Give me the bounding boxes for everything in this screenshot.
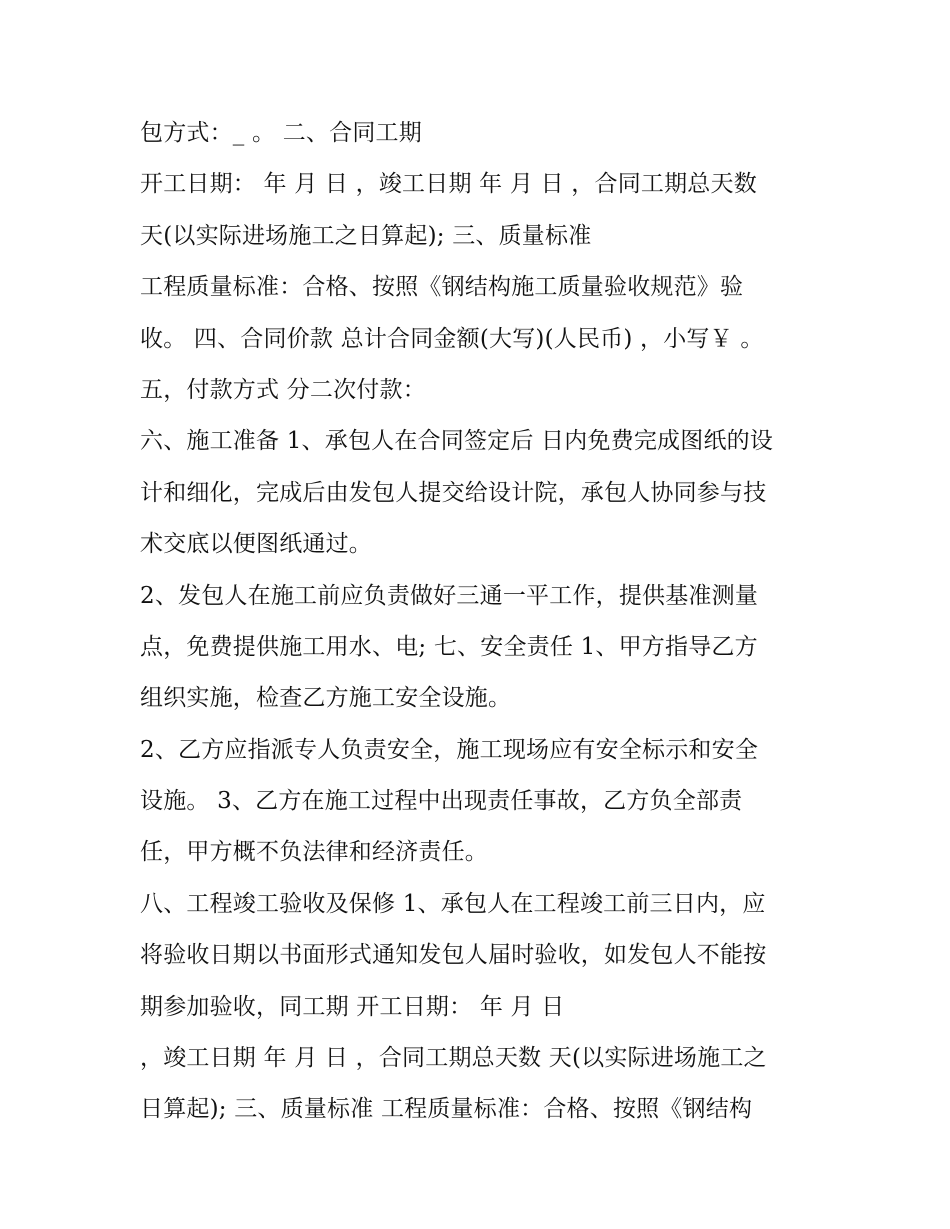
text-line: 点，免费提供施工用水、电; 七、安全责任 1、甲方指导乙方: [140, 633, 758, 660]
text-line: 术交底以便图纸通过。: [140, 531, 372, 558]
text-line: 天(以实际进场施工之日算起); 三、质量标准: [140, 222, 592, 249]
text-line: 日算起); 三、质量标准 工程质量标准：合格、按照《钢结构: [140, 1096, 753, 1123]
text-line: 八、工程竣工验收及保修 1、承包人在工程竣工前三日内，应: [140, 890, 766, 917]
text-line: 工程质量标准：合格、按照《钢结构施工质量验收规范》验: [140, 274, 744, 301]
text-line: 组织实施，检查乙方施工安全设施。: [140, 685, 512, 712]
text-line: 收。 四、合同价款 总计合同金额(大写)(人民币) ，小写￥ 。: [140, 325, 764, 352]
text-line: 2、乙方应指派专人负责安全，施工现场应有安全标示和安全: [140, 736, 759, 763]
text-line: 期参加验收，同工期 开工日期： 年 月 日: [140, 993, 565, 1020]
document-body: [140, 108, 830, 1136]
text-line: 将验收日期以书面形式通知发包人届时验收，如发包人不能按: [140, 942, 767, 969]
text-line: 2、发包人在施工前应负责做好三通一平工作，提供基准测量: [140, 582, 759, 609]
text-line: 计和细化，完成后由发包人提交给设计院，承包人协同参与技: [140, 479, 767, 506]
text-line: 五，付款方式 分二次付款：: [140, 376, 426, 403]
text-line: 包方式：_ 。 二、合同工期: [140, 120, 422, 146]
text-line: 开工日期： 年 月 日 ，竣工日期 年 月 日 ，合同工期总天数: [140, 171, 757, 198]
text-line: ，竣工日期 年 月 日 ，合同工期总天数 天(以实际进场施工之: [140, 1045, 767, 1072]
text-line: 任，甲方概不负法律和经济责任。: [140, 839, 488, 866]
text-line: 设施。 3、乙方在施工过程中出现责任事故，乙方负全部责: [140, 788, 743, 815]
text-line: 六、施工准备 1、承包人在合同签定后 日内免费完成图纸的设: [140, 428, 774, 455]
